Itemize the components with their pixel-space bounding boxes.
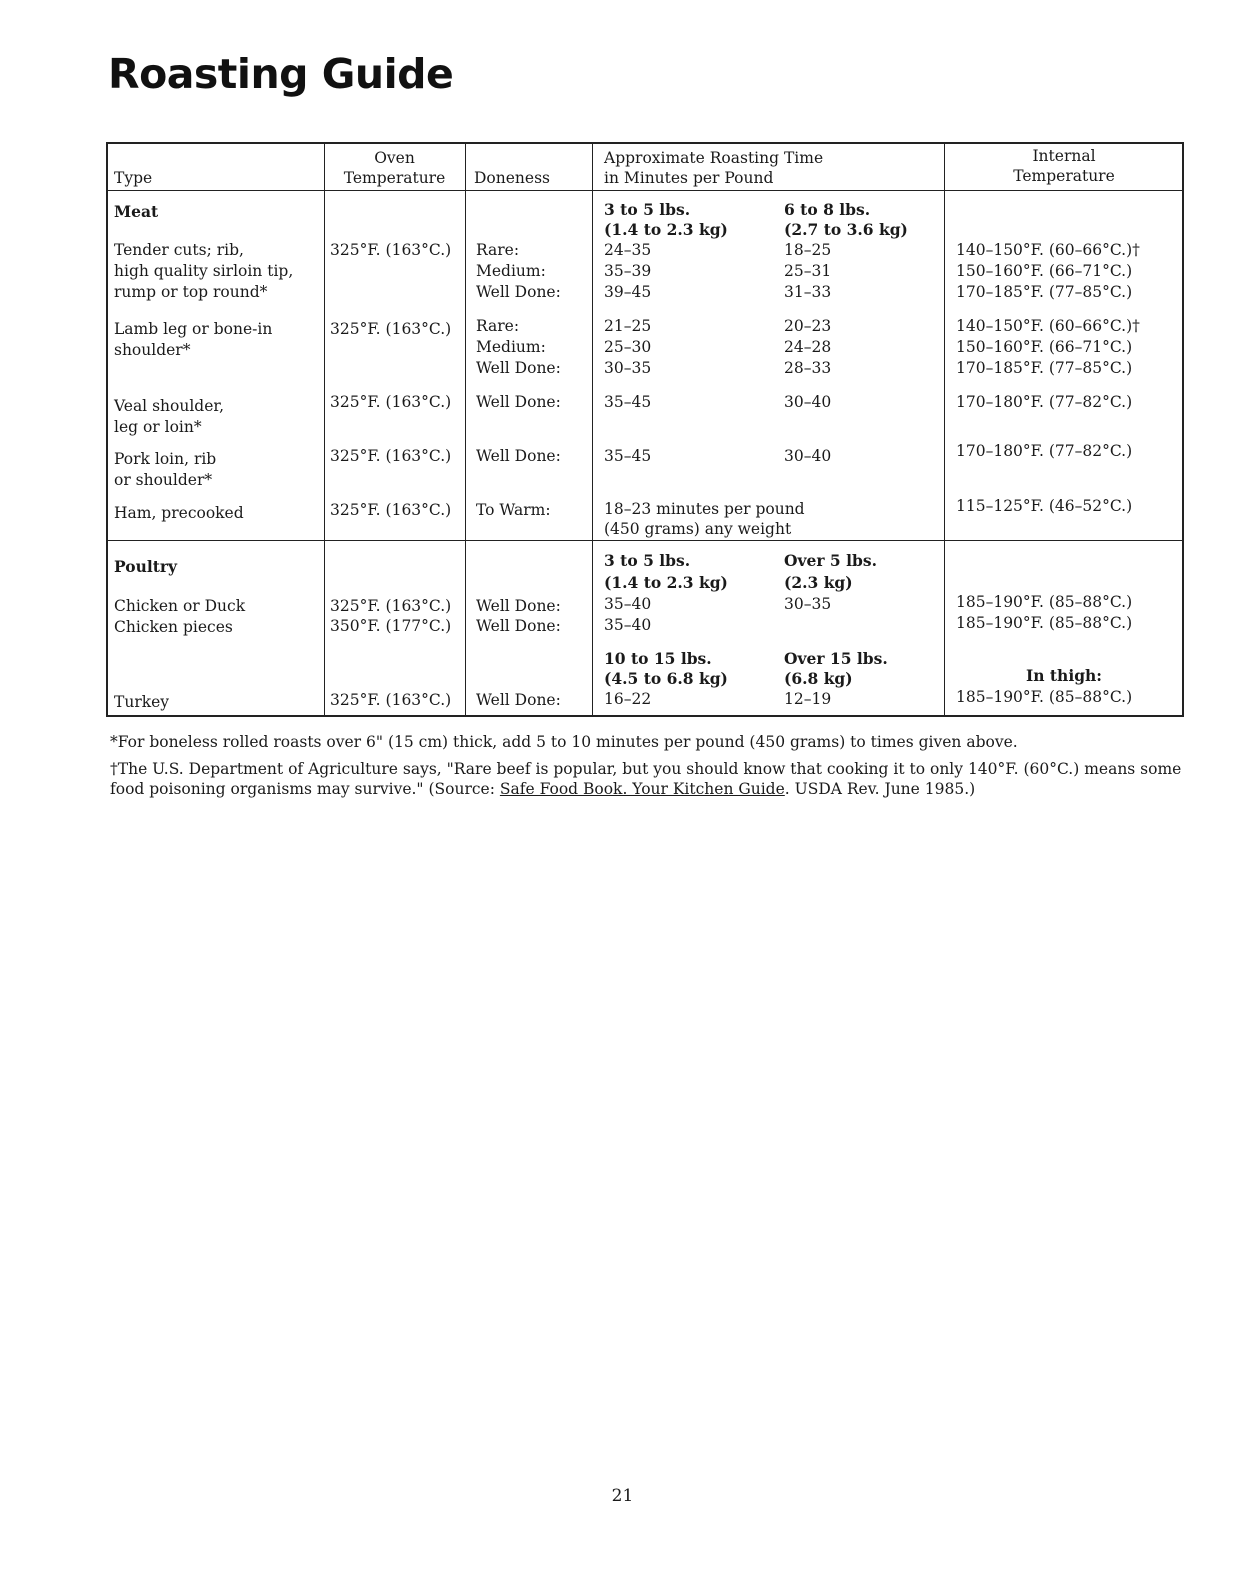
time-value: 25–30	[604, 338, 652, 356]
meat-type-name: Lamb leg or bone-in	[114, 320, 273, 338]
time-value: 39–45	[604, 283, 652, 301]
oven-temperature: 325°F. (163°C.)	[330, 597, 452, 615]
column-divider	[324, 144, 325, 715]
weight-range-1: 3 to 5 lbs.	[604, 200, 691, 219]
doneness-level: Well Done:	[476, 447, 561, 465]
internal-temperature: 185–190°F. (85–88°C.)	[956, 593, 1133, 611]
section-label-poultry: Poultry	[114, 557, 178, 576]
time-value: 16–22	[604, 690, 652, 708]
oven-temperature: 325°F. (163°C.)	[330, 241, 452, 259]
time-value: 35–45	[604, 393, 652, 411]
section-label-meat: Meat	[114, 202, 159, 221]
section-divider	[108, 540, 1182, 541]
weight-range-1: 3 to 5 lbs.	[604, 551, 691, 570]
weight-range-4: Over 15 lbs.	[784, 649, 888, 668]
meat-type-name: Pork loin, rib	[114, 450, 217, 468]
meat-type-name: Ham, precooked	[114, 504, 244, 522]
poultry-type-name: Turkey	[114, 693, 170, 711]
internal-temperature: 115–125°F. (46–52°C.)	[956, 497, 1133, 515]
poultry-type-name: Chicken or Duck	[114, 597, 246, 615]
meat-type-name: or shoulder*	[114, 471, 213, 489]
time-value: 35–45	[604, 447, 652, 465]
meat-type-name: shoulder*	[114, 341, 191, 359]
time-value: 24–28	[784, 338, 832, 356]
header-oven-line2: Temperature	[343, 169, 446, 187]
time-value: 35–40	[604, 616, 652, 634]
header-time-line2: in Minutes per Pound	[604, 169, 774, 187]
weight-range-2-kg: (2.3 kg)	[784, 573, 853, 592]
time-value: 25–31	[784, 262, 832, 280]
oven-temperature: 350°F. (177°C.)	[330, 617, 452, 635]
weight-range-2: 6 to 8 lbs.	[784, 200, 871, 219]
page-title: Roasting Guide	[108, 50, 454, 98]
doneness-level: Well Done:	[476, 393, 561, 411]
internal-temperature: 150–160°F. (66–71°C.)	[956, 338, 1133, 356]
weight-range-1-kg: (1.4 to 2.3 kg)	[604, 573, 728, 592]
doneness-level: Rare:	[476, 241, 520, 259]
meat-type-name: Veal shoulder,	[114, 397, 225, 415]
time-value: 30–35	[784, 595, 832, 613]
header-type: Type	[114, 169, 153, 187]
internal-temperature: 150–160°F. (66–71°C.)	[956, 262, 1133, 280]
time-value: 35–39	[604, 262, 652, 280]
footnote-usda-end: . USDA Rev. June 1985.)	[784, 780, 976, 798]
time-value: 30–35	[604, 359, 652, 377]
internal-temperature: 170–185°F. (77–85°C.)	[956, 359, 1133, 377]
weight-range-1-kg: (1.4 to 2.3 kg)	[604, 220, 728, 239]
source-title: Safe Food Book. Your Kitchen Guide	[499, 780, 785, 798]
meat-type-name: rump or top round*	[114, 283, 268, 301]
weight-range-4-kg: (6.8 kg)	[784, 669, 853, 688]
weight-range-3: 10 to 15 lbs.	[604, 649, 712, 668]
time-value: 31–33	[784, 283, 832, 301]
in-thigh-label: In thigh:	[1025, 666, 1103, 685]
header-oven-line1: Oven	[374, 149, 415, 167]
time-value: 30–40	[784, 447, 832, 465]
footnote-usda-text: †The U.S. Department of Agriculture says, "Rare beef is popular, but you should know that cooking it to only 140°F. (60°C.) means some food poisoning organisms may survive." (Source:	[110, 760, 1182, 798]
meat-type-name: Tender cuts; rib,	[114, 241, 244, 259]
doneness-level: Well Done:	[476, 691, 561, 709]
header-internal-line2: Temperature	[1013, 167, 1115, 185]
time-value: 30–40	[784, 393, 832, 411]
doneness-level: Rare:	[476, 317, 520, 335]
doneness-level: Well Done:	[476, 617, 561, 635]
oven-temperature: 325°F. (163°C.)	[330, 393, 452, 411]
internal-temperature: 185–190°F. (85–88°C.)	[956, 688, 1133, 706]
internal-temperature: 185–190°F. (85–88°C.)	[956, 614, 1133, 632]
time-value: 28–33	[784, 359, 832, 377]
time-value: (450 grams) any weight	[604, 520, 792, 538]
doneness-level: Medium:	[476, 262, 546, 280]
roasting-table	[106, 142, 1184, 717]
oven-temperature: 325°F. (163°C.)	[330, 501, 452, 519]
oven-temperature: 325°F. (163°C.)	[330, 320, 452, 338]
time-value: 12–19	[784, 690, 832, 708]
internal-temperature: 140–150°F. (60–66°C.)†	[956, 317, 1140, 335]
time-value: 20–23	[784, 317, 832, 335]
internal-temperature: 170–180°F. (77–82°C.)	[956, 393, 1133, 411]
weight-range-2: Over 5 lbs.	[784, 551, 877, 570]
internal-temperature: 170–185°F. (77–85°C.)	[956, 283, 1133, 301]
time-value: 18–25	[784, 241, 832, 259]
header-time-line1: Approximate Roasting Time	[604, 149, 824, 167]
weight-range-3-kg: (4.5 to 6.8 kg)	[604, 669, 728, 688]
footnote-usda	[110, 759, 1200, 799]
internal-temperature: 170–180°F. (77–82°C.)	[956, 442, 1133, 460]
time-value: 24–35	[604, 241, 652, 259]
poultry-type-name: Chicken pieces	[114, 618, 233, 636]
column-divider	[944, 144, 945, 715]
column-divider	[465, 144, 466, 715]
header-doneness: Doneness	[474, 169, 550, 187]
oven-temperature: 325°F. (163°C.)	[330, 447, 452, 465]
page-number: 21	[611, 1486, 634, 1506]
time-value: 35–40	[604, 595, 652, 613]
doneness-level: Well Done:	[476, 359, 561, 377]
meat-type-name: leg or loin*	[114, 418, 202, 436]
doneness-level: To Warm:	[476, 501, 551, 519]
footnotes	[110, 732, 1200, 806]
time-value: 18–23 minutes per pound	[604, 500, 805, 518]
oven-temperature: 325°F. (163°C.)	[330, 691, 452, 709]
footnote-boneless: *For boneless rolled roasts over 6" (15 cm) thick, add 5 to 10 minutes per pound (450 grams) to times given above.	[110, 733, 1018, 751]
header-internal-line1: Internal	[1032, 147, 1096, 165]
meat-type-name: high quality sirloin tip,	[114, 262, 294, 280]
column-divider	[592, 144, 593, 715]
weight-range-2-kg: (2.7 to 3.6 kg)	[784, 220, 908, 239]
doneness-level: Well Done:	[476, 597, 561, 615]
doneness-level: Medium:	[476, 338, 546, 356]
doneness-level: Well Done:	[476, 283, 561, 301]
internal-temperature: 140–150°F. (60–66°C.)†	[956, 241, 1140, 259]
header-divider	[108, 190, 1182, 191]
time-value: 21–25	[604, 317, 652, 335]
